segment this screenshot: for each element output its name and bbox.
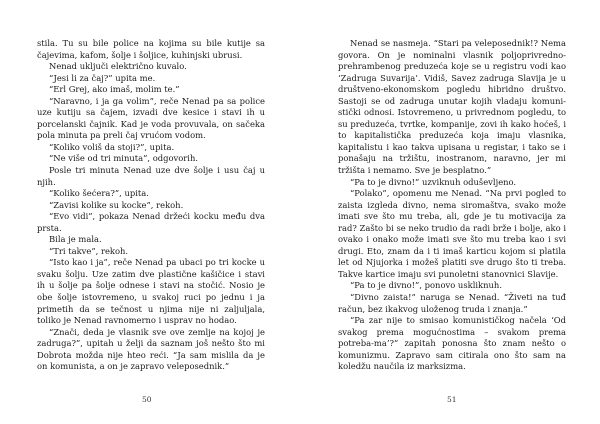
paragraph: “Jesi li za čaj?” upita me. — [49, 72, 156, 83]
page-number: 50 — [142, 395, 152, 404]
paragraph: “Znači, deda je vlasnik sve ove zemlje na kojoj je zadruga?”, upitah u želji da saznam još nešto što mi Dobrota možda nije hteo reći. “Ja sam mislila da je on komunista, a on je zapravo veleposednik.” — [37, 326, 265, 372]
paragraph: “Polako”, opomenu me Nenad. “Na prvi pogled to zaista izgleda divno, nema siromaštva, svako može imati sve što mu treba, ali, gde je tu motivacija za rad? Zašto bi se neko trudio da radi brže i bolje, ako i ovako i onako može imati sve što mu treba kao i svi drugi. Eto, znam da i ti imaš karticu kojom si platila let od Njujorka i možeš platiti sve drugo što ti treba. Takve kartice imaju svi punoletni stanovnici Slavije. — [338, 188, 566, 279]
paragraph: “Pa to je divno!” uzviknuh oduševljeno. — [350, 176, 517, 187]
paragraph: Nenad uključi električno kuvalo. — [49, 61, 187, 72]
right-page-text — [338, 38, 566, 373]
paragraph: “Isto kao i ja”, reče Nenad pa ubaci po tri kocke u svaku šolju. Uze zatim dve plastične kašičice i stavi ih u šolje pa šolje odnese i stavi na stočić. Nosio je obe šolje istovremeno, u svakoj ruci po jednu i ja primetih da se tečnost u njima nije ni zaljuljala, toliko je Nenad ravnomerno i usprav no hodao. — [37, 257, 265, 326]
paragraph: “Erl Grej, ako imaš, molim te.” — [49, 84, 180, 95]
paragraph: “Pa zar nije to smisao komunističkog načela ‘Od svakog prema mogućnostima – svakom prema potreba-ma’?” zapitah ponosna što znam nešto o komunizmu. Zapravo sam citirala ono što sam na koledžu naučila iz marksizma. — [338, 315, 566, 372]
paragraph: “Naravno, i ja ga volim”, reče Nenad pa sa police uze kutiju sa čajem, izvadi dve kesice i stavi ih u porcelanski čajnik. Kad je voda provuvala, on sačeka pola minuta pa preli čaj vrućom vodom. — [37, 95, 265, 141]
paragraph: Bila je mala. — [49, 234, 102, 245]
paragraph: “Pa to je divno!”, ponovo uskliknuh. — [350, 280, 502, 291]
paragraph: “Tri takve”, rekoh. — [49, 245, 129, 256]
paragraph: “Ne više od tri minuta”, odgovorih. — [49, 153, 199, 164]
paragraph: stila. Tu su bile police na kojima su bile kutije sa čajevima, kafom, šolje i šoljice, kuhinjski ubrusi. — [37, 38, 265, 60]
paragraph: Nenad se nasmeja. “Stari pa veleposednik!? Nema govora. On je nominalni vlasnik poljoprivredno-prehrambenog preduzeća koje se u registru vodi kao ‘Zadruga Suvarija’. Vidiš, Savez zadruga Slavija je u društveno-ekonomskom pogledu hibridno društvo. Sastoji se od zadruga unutar kojih vladaju komuni-stički odnosi. Istovremeno, u privrednom pogledu, to su preduzeća, tvrtke, kompanije, zovi ih kako hoćeš, i to kapitalistička preduzeća koja imaju vlasnika, kapitalistu i kao takva upisana u registar, i tako se i ponašaju na tržištu, inostranom, naravno, jer mi tržišta i nemamo. Sve je besplatno.” — [338, 38, 566, 176]
page-number: 51 — [447, 395, 457, 404]
right-page — [300, 0, 600, 424]
paragraph: “Divno zaista!” naruga se Nenad. “Živeti na tuđ račun, bez ikakvog uloženog truda i znanja.” — [338, 292, 566, 314]
paragraph: Posle tri minuta Nenad uze dve šolje i usu čaj u njih. — [37, 165, 265, 187]
paragraph: “Koliko voliš da stoji?”, upita. — [49, 141, 175, 152]
paragraph: “Koliko šećera?”, upita. — [49, 188, 149, 199]
left-page-text — [37, 38, 265, 373]
paragraph: “Evo vidi”, pokaza Nenad držeći kocku među dva prsta. — [37, 211, 265, 233]
paragraph: “Zavisi kolike su kocke”, rekoh. — [49, 199, 184, 210]
